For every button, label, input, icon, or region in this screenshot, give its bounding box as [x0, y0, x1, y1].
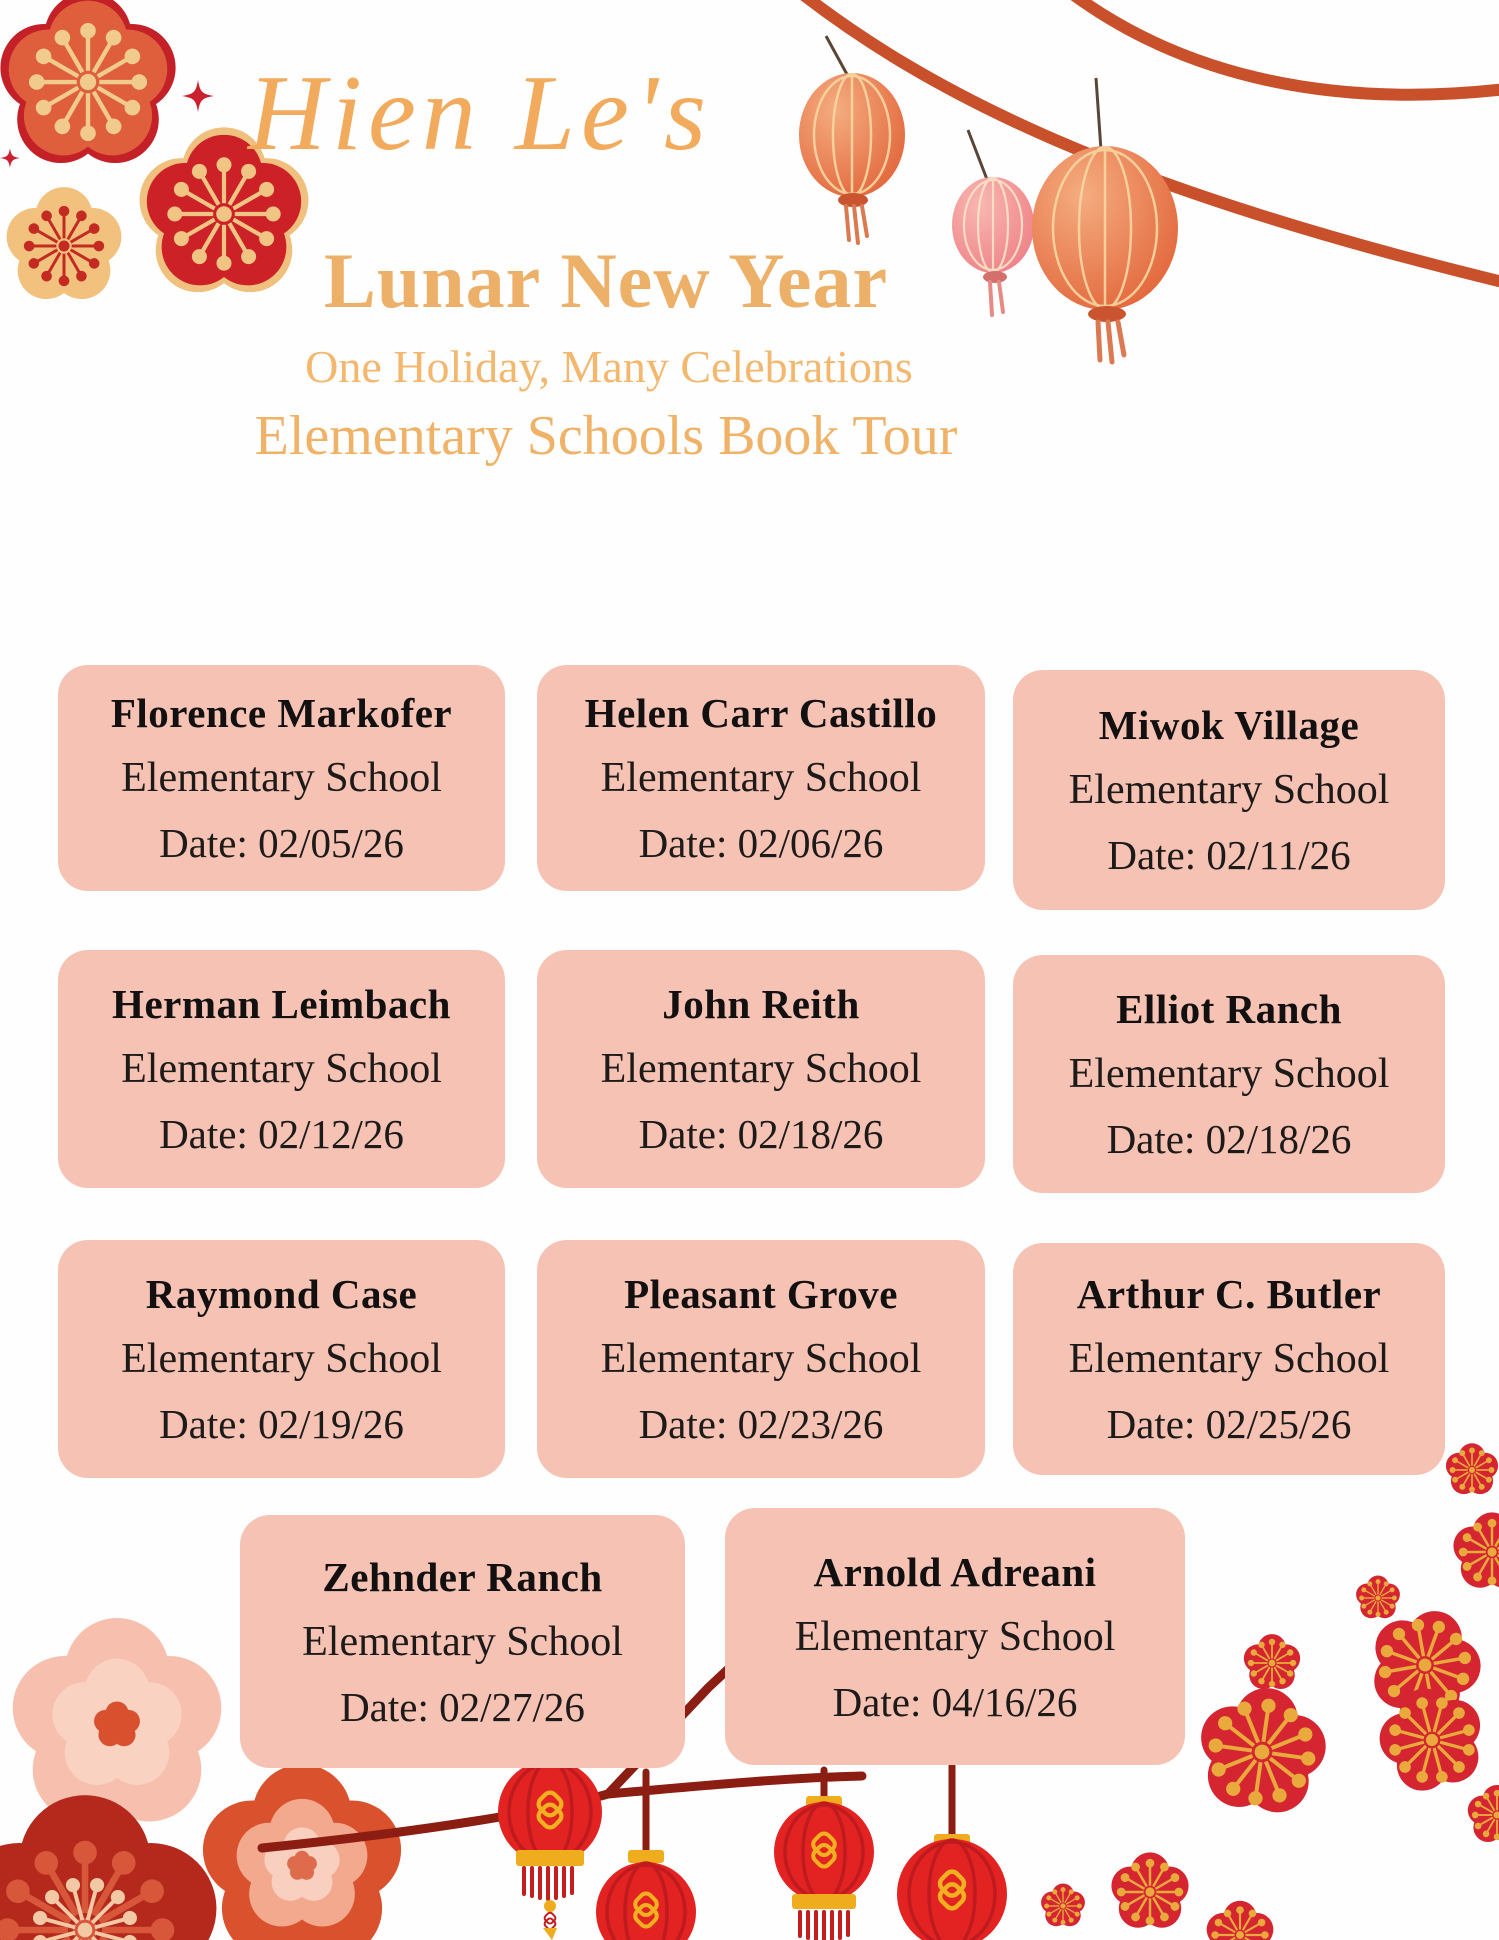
school-date: [340, 1683, 585, 1731]
school-card: [58, 950, 505, 1188]
plum-blossom-icon: [1356, 1576, 1400, 1619]
school-type: Elementary School: [121, 755, 442, 801]
plum-blossom-icon: [1111, 1852, 1188, 1927]
school-date: [159, 819, 404, 867]
school-card: [58, 665, 505, 891]
school-type: Elementary School: [1068, 767, 1390, 813]
school-name: Elliot Ranch: [1116, 986, 1342, 1032]
garland-string-icon: [1062, 0, 1499, 95]
author-script-title: Hien Le's: [247, 54, 713, 173]
date-value: 02/18/26: [1205, 1116, 1352, 1162]
school-card: [537, 665, 985, 891]
date-value: 02/19/26: [258, 1401, 404, 1447]
school-type: Elementary School: [600, 755, 922, 801]
school-name: Raymond Case: [145, 1271, 418, 1317]
school-type: Elementary School: [600, 1046, 922, 1092]
date-value: 04/16/26: [931, 1678, 1078, 1725]
school-date: [1107, 1115, 1352, 1163]
date-prefix: Date:: [1107, 832, 1197, 878]
school-name: Pleasant Grove: [624, 1271, 898, 1317]
page-subtitle: One Holiday, Many Celebrations: [305, 341, 913, 392]
school-card: [725, 1508, 1185, 1765]
school-type: Elementary School: [121, 1336, 442, 1382]
school-date: [639, 819, 884, 867]
date-prefix: Date:: [638, 820, 728, 866]
plum-blossom-icon: [1446, 1443, 1498, 1494]
plum-blossom-icon: [13, 1618, 222, 1822]
school-name: Arnold Adreani: [813, 1548, 1097, 1595]
date-value: 02/12/26: [258, 1111, 404, 1157]
school-date: [639, 1400, 884, 1448]
school-date: [639, 1110, 884, 1158]
date-value: 02/18/26: [737, 1111, 884, 1157]
school-date: [1107, 1400, 1352, 1448]
plum-blossom-icon: [0, 1795, 216, 1940]
school-card: [537, 1240, 985, 1478]
school-card: [1013, 1243, 1445, 1475]
date-value: 02/11/26: [1206, 832, 1351, 878]
date-prefix: Date:: [159, 1111, 248, 1157]
school-card: [240, 1515, 685, 1768]
date-prefix: Date:: [638, 1111, 728, 1157]
red-lantern-icon: [897, 1834, 1007, 1940]
school-name: Miwok Village: [1098, 702, 1360, 748]
school-date: [159, 1400, 404, 1448]
date-prefix: Date:: [1106, 1116, 1196, 1162]
date-value: 02/05/26: [258, 820, 404, 866]
school-card: [1013, 670, 1445, 910]
page-title: Lunar New Year: [323, 237, 889, 324]
red-lantern-icon: [498, 1760, 602, 1940]
plum-blossom-icon: [1207, 1901, 1274, 1940]
date-prefix: Date:: [1106, 1401, 1196, 1447]
date-prefix: Date:: [340, 1683, 429, 1730]
school-type: Elementary School: [794, 1613, 1116, 1660]
school-name: Florence Markofer: [110, 690, 453, 736]
plum-blossom-icon: [1041, 1884, 1085, 1927]
school-card: [1013, 955, 1445, 1193]
date-value: 02/06/26: [737, 820, 884, 866]
plum-blossom-icon: [1468, 1785, 1499, 1842]
plum-blossom-icon: [0, 0, 175, 163]
school-card: [58, 1240, 505, 1478]
sparkle-icon: [0, 148, 20, 168]
date-value: 02/25/26: [1205, 1401, 1352, 1447]
school-name: John Reith: [662, 981, 860, 1027]
date-prefix: Date:: [159, 820, 248, 866]
plum-blossom-icon: [1192, 1680, 1333, 1818]
school-name: Zehnder Ranch: [322, 1553, 603, 1600]
school-name: Arthur C. Butler: [1076, 1271, 1382, 1317]
red-lantern-icon: [596, 1850, 696, 1940]
date-value: 02/27/26: [439, 1683, 585, 1730]
date-prefix: Date:: [832, 1678, 922, 1725]
date-prefix: Date:: [159, 1401, 248, 1447]
date-value: 02/23/26: [737, 1401, 884, 1447]
plum-blossom-icon: [1453, 1512, 1499, 1587]
date-prefix: Date:: [638, 1401, 728, 1447]
school-type: Elementary School: [121, 1046, 442, 1092]
plum-blossom-icon: [1244, 1634, 1300, 1689]
school-name: Helen Carr Castillo: [584, 690, 938, 736]
red-lantern-icon: [774, 1796, 874, 1940]
school-name: Herman Leimbach: [112, 981, 451, 1027]
hanging-lantern-icon: [799, 36, 905, 243]
tour-title: Elementary Schools Book Tour: [254, 405, 958, 467]
school-date: [833, 1678, 1078, 1726]
school-date: [1107, 831, 1350, 879]
school-type: Elementary School: [1068, 1051, 1390, 1097]
school-card: [537, 950, 985, 1188]
school-type: Elementary School: [600, 1336, 922, 1382]
school-type: Elementary School: [1068, 1336, 1390, 1382]
plum-blossom-icon: [203, 1764, 401, 1940]
school-date: [159, 1110, 404, 1158]
school-type: Elementary School: [302, 1618, 623, 1665]
